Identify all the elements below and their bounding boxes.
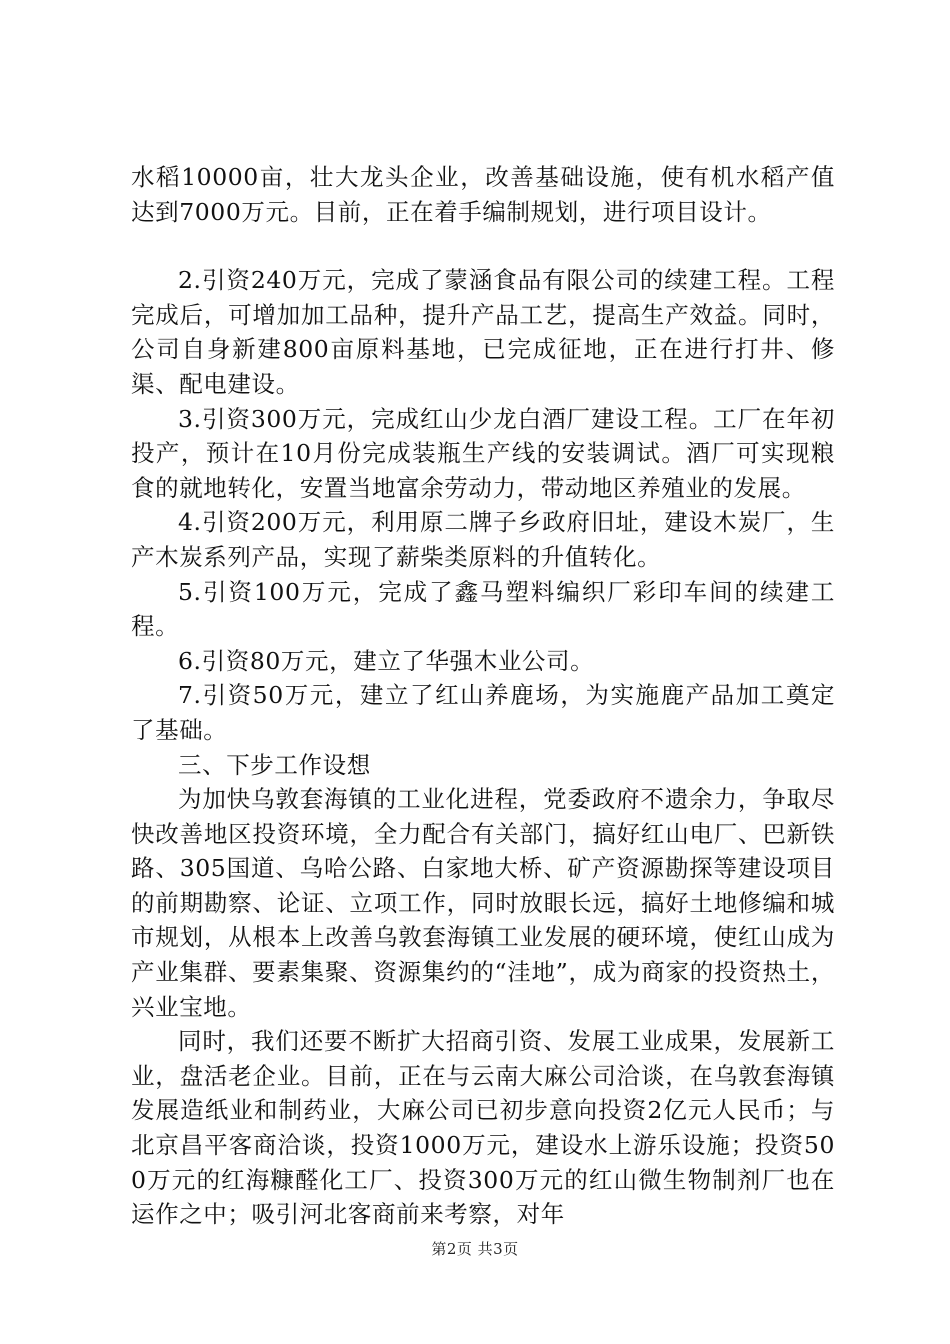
paragraph-item-3: 3.引资300万元，完成红山少龙白酒厂建设工程。工厂在年初投产，预计在10月份完成装瓶生产线的安装调试。酒厂可实现粮食的就地转化，安置当地富余劳动力，带动地区养殖业的发展。 [131,404,835,502]
paragraph-item-2: 2.引资240万元，完成了蒙涵食品有限公司的续建工程。工程完成后，可增加加工品种，提升产品工艺，提高生产效益。同时，公司自身新建800亩原料基地，已完成征地，正在进行打井、修渠、配电建设。 [131,266,835,398]
paragraph-item-7: 7.引资50万元，建立了红山养鹿场，为实施鹿产品加工奠定了基础。 [131,681,835,744]
paragraph-item-6: 6.引资80万元，建立了华强木业公司。 [178,646,595,675]
paragraph-continuation: 水稻10000亩，壮大龙头企业，改善基础设施，使有机水稻产值达到7000万元。目前，正在着手编制规划，进行项目设计。 [131,163,835,226]
paragraph-plan-1: 为加快乌敦套海镇的工业化进程，党委政府不遗余力，争取尽快改善地区投资环境，全力配合有关部门，搞好红山电厂、巴新铁路、305国道、乌哈公路、白家地大桥、矿产资源勘探等建设项目的前期勘察、论证、立项工作，同时放眼长远，搞好土地修编和城市规划，从根本上改善乌敦套海镇工业发展的硬环境，使红山成为产业集群、要素集聚、资源集约的“洼地”，成为商家的投资热土，兴业宝地。 [131,785,835,1021]
paragraph-plan-2: 同时，我们还要不断扩大招商引资、发展工业成果，发展新工业，盘活老企业。目前，正在与云南大麻公司洽谈，在乌敦套海镇发展造纸业和制药业，大麻公司已初步意向投资2亿元人民币；与北京昌平客商洽谈，投资1000万元，建设水上游乐设施；投资500万元的红海糠醛化工厂、投资300万元的红山微生物制剂厂也在运作之中；吸引河北客商前来考察，对年 [131,1027,835,1229]
document-body [131,160,835,1232]
page-footer: 第2页 共3页 [431,1240,519,1258]
paragraph-item-5: 5.引资100万元，完成了鑫马塑料编织厂彩印车间的续建工程。 [131,577,835,641]
paragraph-item-4: 4.引资200万元，利用原二牌子乡政府旧址，建设木炭厂，生产木炭系列产品，实现了薪柴类原料的升值转化。 [131,508,835,571]
section-heading: 三、下步工作设想 [178,750,371,779]
